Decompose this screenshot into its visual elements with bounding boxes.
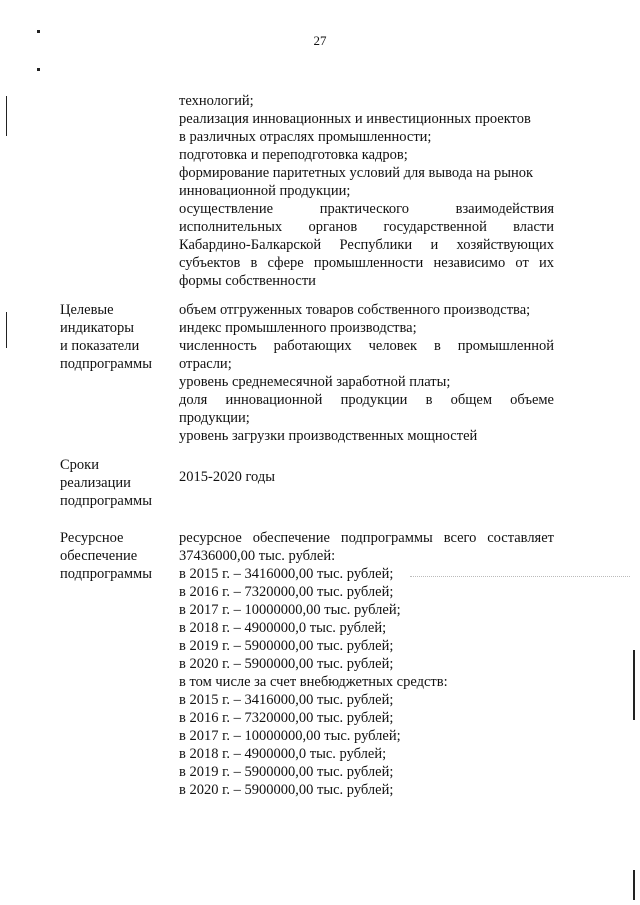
resource-line: в 2019 г. – 5900000,00 тыс. рублей; [179,764,394,780]
terms-label: подпрограммы [60,493,152,509]
indicator-line: продукции; [179,410,250,426]
resource-line: в 2019 г. – 5900000,00 тыс. рублей; [179,638,394,654]
resource-line: в 2017 г. – 10000000,00 тыс. рублей; [179,602,401,618]
scan-mark [37,68,40,71]
goals-line: Кабардино-Балкарской Республики и хозяйствующих [179,237,554,253]
goals-line: формирование паритетных условий для вывода на рынок [179,165,534,181]
indicators-label: индикаторы [60,320,134,336]
goals-line: подготовка и переподготовка кадров; [179,147,408,163]
goals-line: осуществление практического взаимодействия [179,201,554,217]
resource-line: в 2015 г. – 3416000,00 тыс. рублей; [179,692,394,708]
goals-line: реализация инновационных и инвестиционных проектов [179,111,531,127]
indicators-label: и показатели [60,338,140,354]
resource-line: в 2016 г. – 7320000,00 тыс. рублей; [179,710,394,726]
resource-line: ресурсное обеспечение подпрограммы всего составляет [179,530,554,546]
resource-line: в 2020 г. – 5900000,00 тыс. рублей; [179,782,394,798]
indicator-line: объем отгруженных товаров собственного производства; [179,302,531,318]
resource-line: в 2017 г. – 10000000,00 тыс. рублей; [179,728,401,744]
resources-label: подпрограммы [60,566,152,582]
indicator-line: доля инновационной продукции в общем объеме [179,392,554,408]
indicators-label: Целевые [60,302,114,318]
resource-line: в 2018 г. – 4900000,0 тыс. рублей; [179,746,387,762]
terms-label: Сроки [60,457,99,473]
page-number: 27 [313,33,327,48]
resource-line: в 2015 г. – 3416000,00 тыс. рублей; [179,566,394,582]
indicator-line: индекс промышленного производства; [179,320,417,336]
indicator-line: уровень загрузки производственных мощностей [179,428,478,444]
terms-value: 2015-2020 годы [179,469,275,485]
goals-line: формы собственности [179,273,316,289]
indicator-line: отрасли; [179,356,232,372]
scan-mark [633,650,635,720]
resource-line: в 2018 г. – 4900000,0 тыс. рублей; [179,620,387,636]
goals-line: инновационной продукции; [179,183,351,199]
scan-mark [633,870,635,900]
goals-line: технологий; [179,93,254,109]
goals-line: субъектов в сфере промышленности независимо от их [179,255,554,271]
resource-line: 37436000,00 тыс. рублей: [179,548,336,564]
resources-label: обеспечение [60,548,138,564]
scan-noise [410,576,630,578]
indicators-label: подпрограммы [60,356,152,372]
resources-label: Ресурсное [60,530,124,546]
scan-mark [37,30,40,33]
resource-line: в том числе за счет внебюджетных средств: [179,674,448,690]
terms-label: реализации [60,475,131,491]
scan-mark [6,96,7,136]
goals-line: в различных отраслях промышленности; [179,129,432,145]
indicator-line: численность работающих человек в промышленной [179,338,554,354]
indicator-line: уровень среднемесячной заработной платы; [179,374,451,390]
scan-mark [6,312,7,348]
goals-line: исполнительных органов государственной власти [179,219,554,235]
resource-line: в 2016 г. – 7320000,00 тыс. рублей; [179,584,394,600]
resource-line: в 2020 г. – 5900000,00 тыс. рублей; [179,656,394,672]
